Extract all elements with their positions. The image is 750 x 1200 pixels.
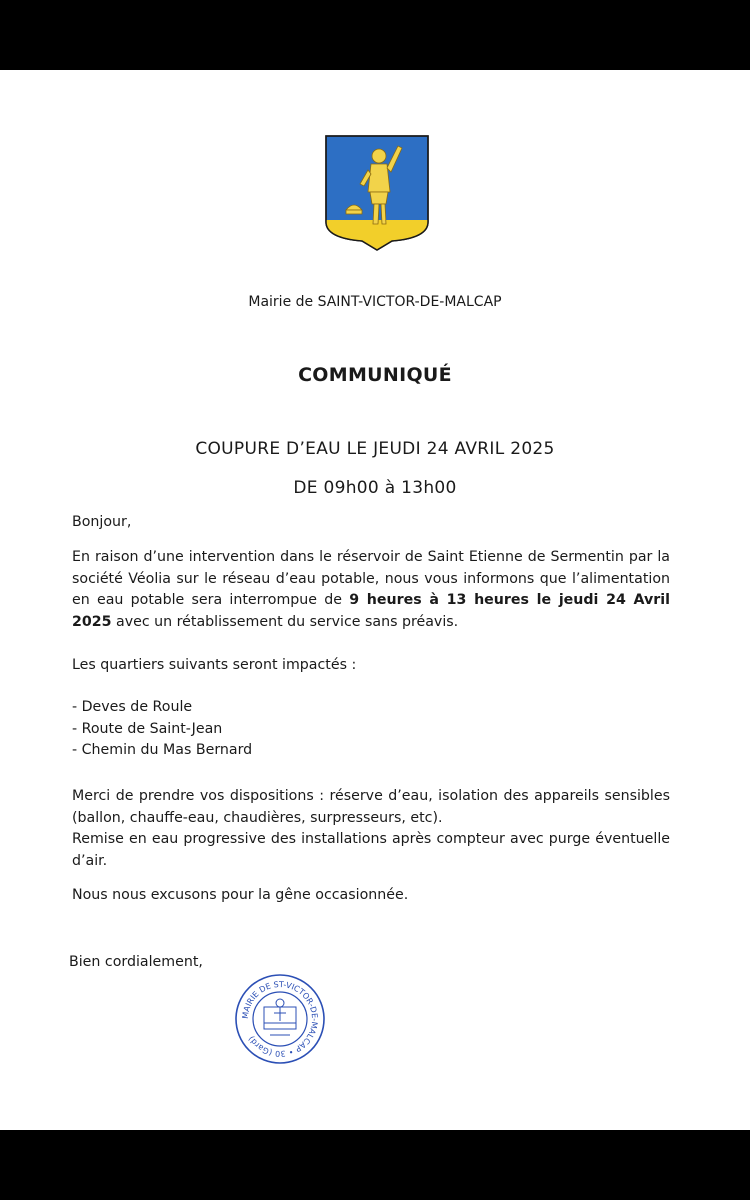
greeting: Bonjour, [72,514,132,530]
paragraph-dispositions-line-1: Merci de prendre vos dispositions : réserve d’eau, isolation des appareils sensibles (ballon, chauffe-eau, chaudières, surpresseurs, etc). [72,788,670,826]
apology-text: Nous nous excusons pour la gêne occasionnée. [72,887,409,903]
quartiers-list [72,697,670,762]
paragraph-dispositions [72,786,670,872]
headline-date: COUPURE D’EAU LE JEUDI 24 AVRIL 2025 [195,439,555,459]
paragraph-intervention [72,547,670,633]
mairie-line: Mairie de SAINT-VICTOR-DE-MALCAP [248,294,502,310]
coat-of-arms-icon [324,134,430,252]
document-page [0,70,750,1130]
closing-text: Bien cordialement, [69,954,203,970]
list-item: - Chemin du Mas Bernard [72,742,253,758]
quartiers-intro: Les quartiers suivants seront impactés : [72,657,357,673]
paragraph-intervention-part-a: En raison d’une intervention dans le réservoir de Saint Etienne de Sermentin par la société Véolia sur le réseau d’eau potable, nous vous informons que l’alimentation en eau potable sera interrompue de [72,549,670,608]
stamp-text: MAIRIE DE ST-VICTOR-DE-MALCAP • 30 (Gard) [240,979,320,1059]
town-hall-stamp-icon [234,973,326,1065]
paragraph-intervention-bold: 9 heures à 13 heures le jeudi 24 Avril 2025 [72,592,670,630]
paragraph-intervention-part-b: avec un rétablissement du service sans préavis. [111,613,459,630]
paragraph-dispositions-line-2: Remise en eau progressive des installations après compteur avec purge éventuelle d’air. [72,831,670,869]
page-title: COMMUNIQUÉ [298,364,452,386]
list-item: - Route de Saint-Jean [72,720,223,737]
list-item: - Deves de Roule [72,699,193,715]
headline-hours: DE 09h00 à 13h00 [293,478,457,498]
